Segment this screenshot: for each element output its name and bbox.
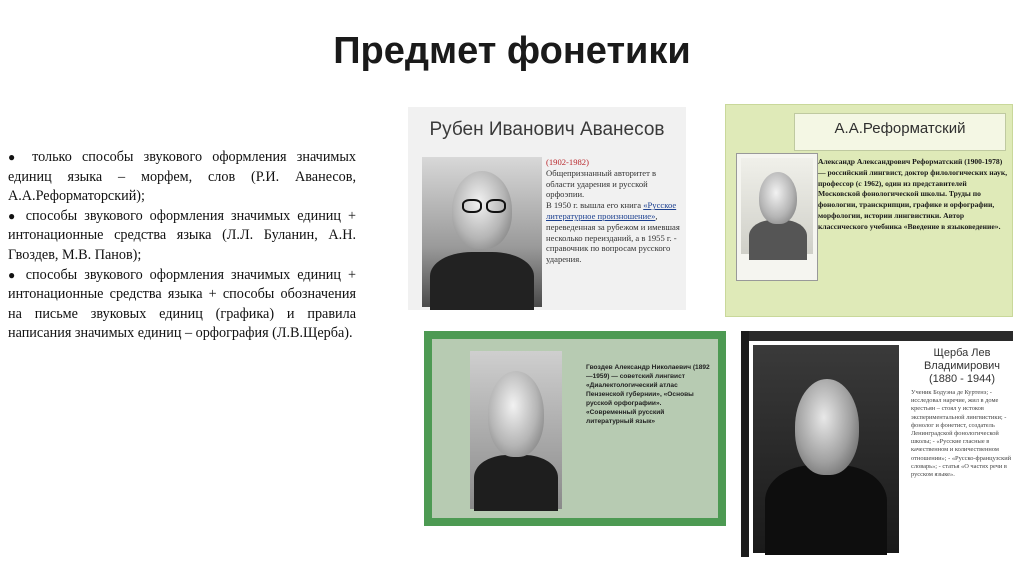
avanesov-book-link: «Русское литературное произношение» [546, 200, 677, 221]
reformatsky-card [725, 104, 1013, 317]
bullet-marker: ● [8, 267, 19, 282]
gvozdev-inner-panel [432, 339, 718, 518]
shcherba-card [741, 331, 1013, 557]
reformatsky-bio: Александр Александрович Реформатский (1900-1978) — российский лингвист, доктор филологических наук, профессор (с 1962), один из представителей Московской фонологической школы. Труды по фонологии, транскрипции, графике и орфографии, морфологии, истории лингвистики. Автор классического учебника «Введение в языковедение». [818, 157, 1008, 231]
shcherba-bio: Ученик Бодуэна де Куртенэ; - исследовал наречие, жил в доме крестьян – стоял у истоков экспериментальной лингвистики; - фонолог и фонетист, создатель Ленинградской фонологической школы; - «Русские гласные в качественном и количественном отношении»; - «Русско-французский словарь»; - статья «О частях речи в русском языке». [911, 389, 1012, 479]
avanesov-years: (1902-1982) [546, 157, 589, 167]
shcherba-top-bar [749, 331, 1013, 341]
avanesov-portrait [422, 157, 542, 307]
bullet-item [8, 148, 356, 207]
reformatsky-portrait [741, 158, 813, 254]
bullet-marker: ● [8, 208, 19, 223]
avanesov-name: Рубен Иванович Аванесов [429, 119, 665, 140]
reformatsky-portrait-frame [736, 153, 818, 281]
slide-title: Предмет фонетики [333, 30, 691, 72]
reformatsky-header [794, 113, 1006, 151]
shcherba-header [907, 347, 1013, 386]
bullet-text: способы звукового оформления значимых единиц + интонационные средства языка + способы обозначения на письме звуковых единиц (графика) и правила написания значимых единиц – орфография (Л.В.Щерба). [8, 266, 356, 342]
bullet-text: способы звукового оформления значимых единиц + интонационные средства языка (Л.Л. Буланин, А.Н. Гвоздев, М.В. Панов); [8, 207, 356, 263]
avanesov-card [408, 107, 686, 310]
gvozdev-card [424, 331, 726, 526]
shcherba-name: Щерба Лев Владимирович [923, 347, 1001, 372]
shcherba-portrait [753, 345, 899, 553]
avanesov-line2: В 1950 г. вышла его книга «Русское литературное произношение», переведенная за рубежом и имевшая несколько переизданий, а в 1955 г. - справочник по вопросам русского ударения. [546, 200, 680, 265]
bullet-item [8, 207, 356, 266]
bullet-text: только способы звукового оформления значимых единиц языка – морфем, слов (Р.И. Аванесов, А.А.Реформаторский); [8, 149, 357, 205]
gvozdev-portrait [470, 351, 562, 509]
reformatsky-name: А.А.Реформатский [834, 120, 966, 137]
bullet-marker: ● [8, 150, 22, 164]
bullet-list [8, 148, 356, 344]
bullet-item [8, 266, 356, 344]
avanesov-bio [546, 157, 682, 265]
shcherba-years: (1880 - 1944) [928, 373, 996, 385]
gvozdev-bio: Гвоздев Александр Николаевич (1892—1959) — советский лингвист «Диалектологический атлас Пензенской губернии», «Основы русской орфографии». «Современный русский литературный язык» [586, 364, 710, 425]
avanesov-line1: Общепризнанный авторитет в области ударения и русской орфоэпии. [546, 167, 657, 200]
